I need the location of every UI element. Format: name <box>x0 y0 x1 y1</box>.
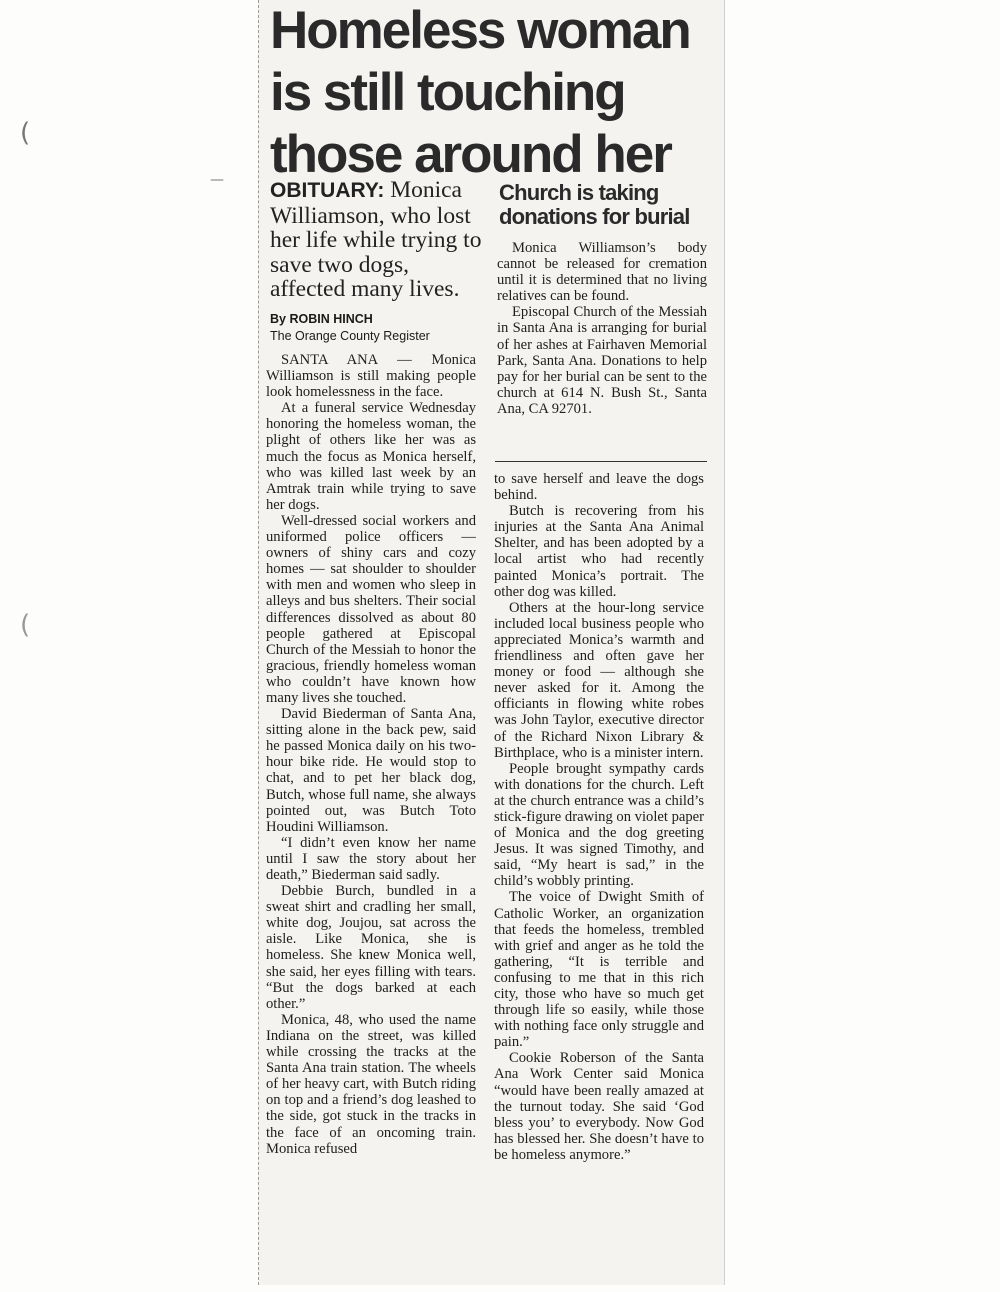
byline <box>270 311 485 345</box>
dek-lead: OBITUARY: <box>270 179 385 202</box>
paragraph: to save herself and leave the dogs behind. <box>494 471 704 504</box>
paragraph: The voice of Dwight Smith of Catholic Worker, an organization that feeds the homeless, trembled with grief and anger as he told the gathering, “It is terrible and confusing to me that in this rich city, those who have so much get through life so easily, while those with nothing face only struggle and pain.” <box>494 889 704 1051</box>
paragraph: SANTA ANA — Monica Williamson is still making people look homelessness in the face. <box>266 352 476 401</box>
paragraph: Debbie Burch, bundled in a sweat shirt and cradling her small, white dog, Joujou, sat across the aisle. Like Monica, she is homeless. She knew Monica well, she said, her eyes filling with tears. “But the dogs barked at each other.” <box>266 883 476 1012</box>
headline <box>270 0 720 186</box>
paragraph: Well-dressed social workers and uniformed police officers — owners of shiny cars and cozy homes — sat shoulder to shoulder with men and women who sleep in alleys and bus shelters. Their social differences dissolved as about 80 people gathered at Episcopal Church of the Messiah to honor the gracious, friendly homeless woman who couldn’t have known how many lives she touched. <box>266 512 476 706</box>
hole-punch-mark: ( <box>20 610 31 640</box>
paragraph: David Biederman of Santa Ana, sitting alone in the back pew, said he passed Monica daily on his two-hour bike ride. He would stop to chat, and to pet her black dog, Butch, whose full name, she always pointed out, was Butch Toto Houdini Williamson. <box>266 706 476 835</box>
headline-line: those around her <box>270 125 671 184</box>
paragraph: People brought sympathy cards with donations for the church. Left at the church entrance was a child’s stick-figure drawing on violet paper of Monica and the dog greeting Jesus. It was signed Timothy, and said, “My heart is sad,” in the child’s wobbly printing. <box>494 760 704 890</box>
paragraph: Monica Williamson’s body cannot be released for cremation until it is determined that no living relatives can be found. <box>497 240 707 305</box>
article-column-2 <box>494 471 704 1163</box>
headline-line: Homeless woman <box>270 1 690 60</box>
sidebar-title: Church is taking donations for burial <box>499 180 690 229</box>
sidebar-divider <box>495 461 707 462</box>
paragraph: Butch is recovering from his injuries at the Santa Ana Animal Shelter, and has been adopted by a local artist who had recently painted Monica’s portrait. The other dog was killed. <box>494 503 704 600</box>
paragraph: Cookie Roberson of the Santa Ana Work Center said Monica “would have been really amazed at the turnout today. She said ‘God bless you’ to everybody. Now God has blessed her. She doesn’t have to be homeless anymore.” <box>494 1050 704 1163</box>
paragraph: Episcopal Church of the Messiah in Santa Ana is arranging for burial of her ashes at Fairhaven Memorial Park, Santa Ana. Donations to help pay for her burial can be sent to the church at 614 N. Bush St., Santa Ana, CA 92701. <box>497 304 707 417</box>
margin-mark-left: ( <box>20 118 31 148</box>
paragraph: Monica, 48, who used the name Indiana on the street, was killed while crossing the tracks at the Santa Ana train station. The wheels of her heavy cart, with Butch riding on top and a friend’s dog leashed to the side, got stuck in the tracks in the face of an oncoming train. Monica refused <box>266 1011 476 1157</box>
dek <box>270 178 485 302</box>
paragraph: “I didn’t even know her name until I saw the story about her death,” Biederman said sadly. <box>266 834 476 883</box>
byline-publication: The Orange County Register <box>270 329 430 343</box>
margin-dash: — <box>210 172 224 188</box>
paragraph: Others at the hour-long service included local business people who appreciated Monica’s warmth and friendliness and often gave her money or food — although she never asked for it. Among the officiants in flowing white robes was John Taylor, executive director of the Richard Nixon Library & Birthplace, who is a minister intern. <box>494 599 704 761</box>
paragraph: At a funeral service Wednesday honoring the homeless woman, the plight of others like her was as much the focus as Monica herself, who was killed last week by an Amtrak train while trying to save her dogs. <box>266 400 476 513</box>
dek-text: Monica Williamson, who lost her life while trying to save two dogs, affected many lives. <box>270 177 482 302</box>
byline-author: By ROBIN HINCH <box>270 312 373 326</box>
sidebar-body <box>497 240 707 417</box>
headline-line: is still touching <box>270 63 625 122</box>
article-column-1 <box>266 352 476 1157</box>
